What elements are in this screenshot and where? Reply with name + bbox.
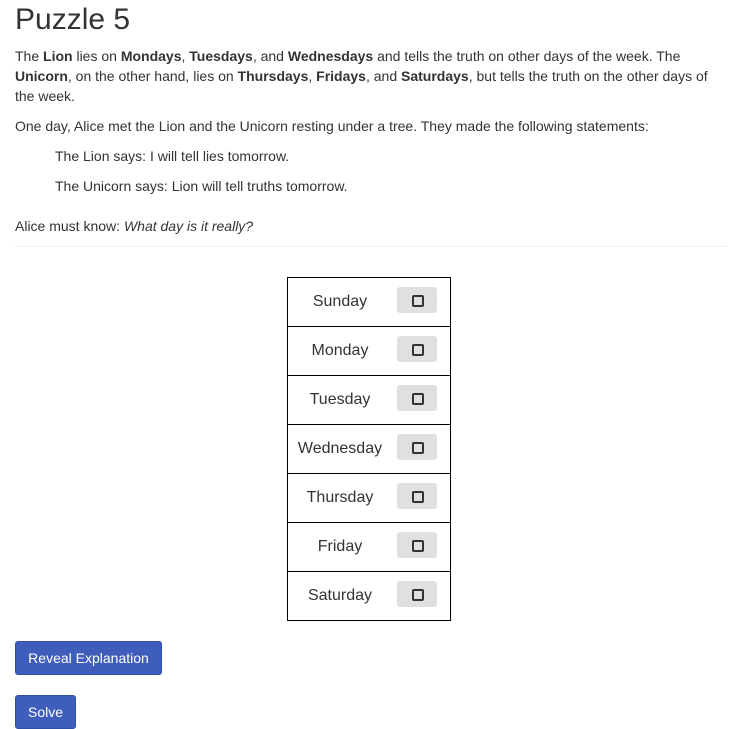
table-row	[288, 327, 451, 376]
question: Alice must know: What day is it really?	[15, 218, 254, 234]
unicorn-day-2: Fridays	[316, 68, 366, 84]
puzzle-intro: The Lion lies on Mondays, Tuesdays, and Wednesdays and tells the truth on other days of the week. The Unicorn, on the other hand, lies on Thursdays, Fridays, and Saturdays, but tells the truth on the other days of the week.	[15, 48, 708, 104]
puzzle-setup: One day, Alice met the Lion and the Unicorn resting under a tree. They made the following statements:	[15, 118, 649, 134]
lion-statement: The Lion says: I will tell lies tomorrow.	[55, 148, 290, 164]
checkbox-tuesday[interactable]	[397, 385, 437, 411]
day-label-thursday: Thursday	[288, 474, 393, 523]
unicorn-statement: The Unicorn says: Lion will tell truths tomorrow.	[55, 178, 348, 194]
reveal-explanation-button[interactable]: Reveal Explanation	[15, 641, 162, 675]
lion-day-2: Tuesdays	[189, 48, 253, 64]
day-label-wednesday: Wednesday	[288, 425, 393, 474]
table-row	[288, 278, 451, 327]
lion-day-1: Mondays	[120, 48, 182, 64]
page-title: Puzzle 5	[15, 3, 131, 36]
day-label-sunday: Sunday	[288, 278, 393, 327]
day-choices-table	[287, 277, 451, 621]
checkbox-monday[interactable]	[397, 336, 437, 362]
table-row	[288, 523, 451, 572]
checkbox-thursday[interactable]	[397, 483, 437, 509]
day-label-saturday: Saturday	[288, 572, 393, 621]
checkbox-wednesday[interactable]	[397, 434, 437, 460]
unicorn-term: Unicorn	[15, 68, 68, 84]
table-row	[288, 572, 451, 621]
table-row	[288, 474, 451, 523]
lion-day-3: Wednesdays	[287, 48, 374, 64]
checkbox-sunday[interactable]	[397, 287, 437, 313]
day-label-friday: Friday	[288, 523, 393, 572]
divider	[15, 246, 726, 247]
solve-button[interactable]: Solve	[15, 695, 76, 729]
unicorn-day-1: Thursdays	[237, 68, 309, 84]
table-row	[288, 376, 451, 425]
day-label-monday: Monday	[288, 327, 393, 376]
checkbox-saturday[interactable]	[397, 581, 437, 607]
checkbox-friday[interactable]	[397, 532, 437, 558]
unicorn-day-3: Saturdays	[401, 68, 469, 84]
day-label-tuesday: Tuesday	[288, 376, 393, 425]
lion-term: Lion	[43, 48, 73, 64]
table-row	[288, 425, 451, 474]
question-text: What day is it really?	[123, 218, 254, 234]
